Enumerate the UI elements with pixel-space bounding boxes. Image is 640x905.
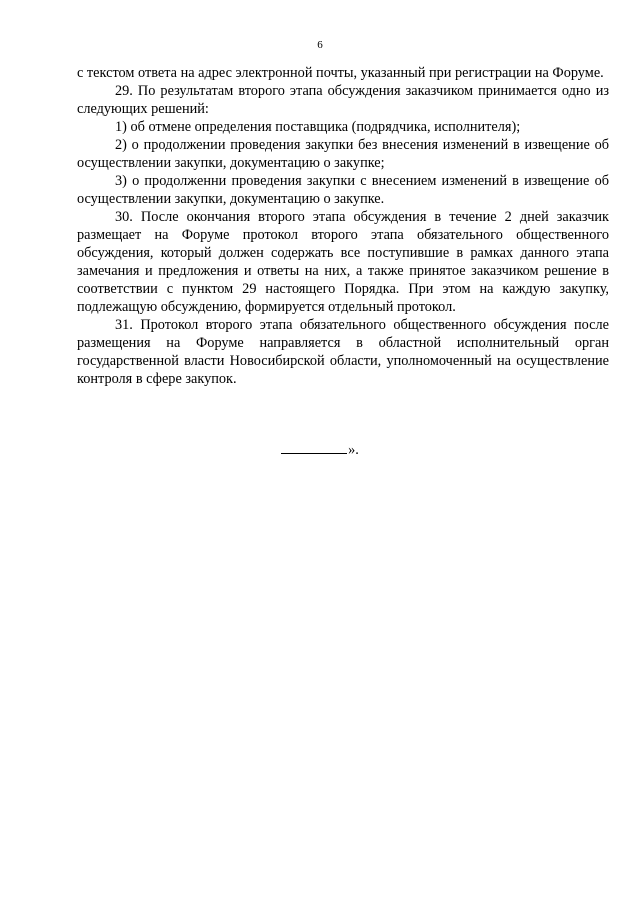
closing-quote: ». bbox=[348, 442, 359, 458]
closing-mark bbox=[0, 441, 640, 459]
paragraph-continuation: с текстом ответа на адрес электронной почты, указанный при регистрации на Форуме. bbox=[77, 65, 604, 81]
paragraph-29-item-1: 1) об отмене определения поставщика (подрядчика, исполнителя); bbox=[115, 119, 521, 135]
paragraph-30: 30. После окончания второго этапа обсуждения в течение 2 дней заказчик размещает на Форуме протокол второго этапа обязательного общественного обсуждения, который должен содержать все поступившие в рамках данного этапа замечания и предложения и ответы на них, а также принятое заказчиком решение в соответствии с пунктом 29 настоящего Порядка. При этом на каждую закупку, подлежащую обсуждению, формируется отдельный протокол. bbox=[77, 209, 609, 315]
document-body bbox=[77, 64, 609, 388]
paragraph-29-item-2: 2) о продолжении проведения закупки без внесения изменений в извещение об осуществлении закупки, документацию о закупке; bbox=[77, 137, 609, 171]
signature-underline bbox=[281, 441, 347, 454]
paragraph-31: 31. Протокол второго этапа обязательного общественного обсуждения после размещения на Форуме направляется в областной исполнительный орган государственной власти Новосибирской области, уполномоченный на осуществление контроля в сфере закупок. bbox=[77, 317, 609, 387]
paragraph-29: 29. По результатам второго этапа обсуждения заказчиком принимается одно из следующих решений: bbox=[77, 83, 609, 117]
page-number: 6 bbox=[317, 39, 323, 51]
paragraph-29-item-3: 3) о продолженни проведения закупки с внесением изменений в извещение об осуществлении закупки, документацию о закупке. bbox=[77, 173, 609, 207]
